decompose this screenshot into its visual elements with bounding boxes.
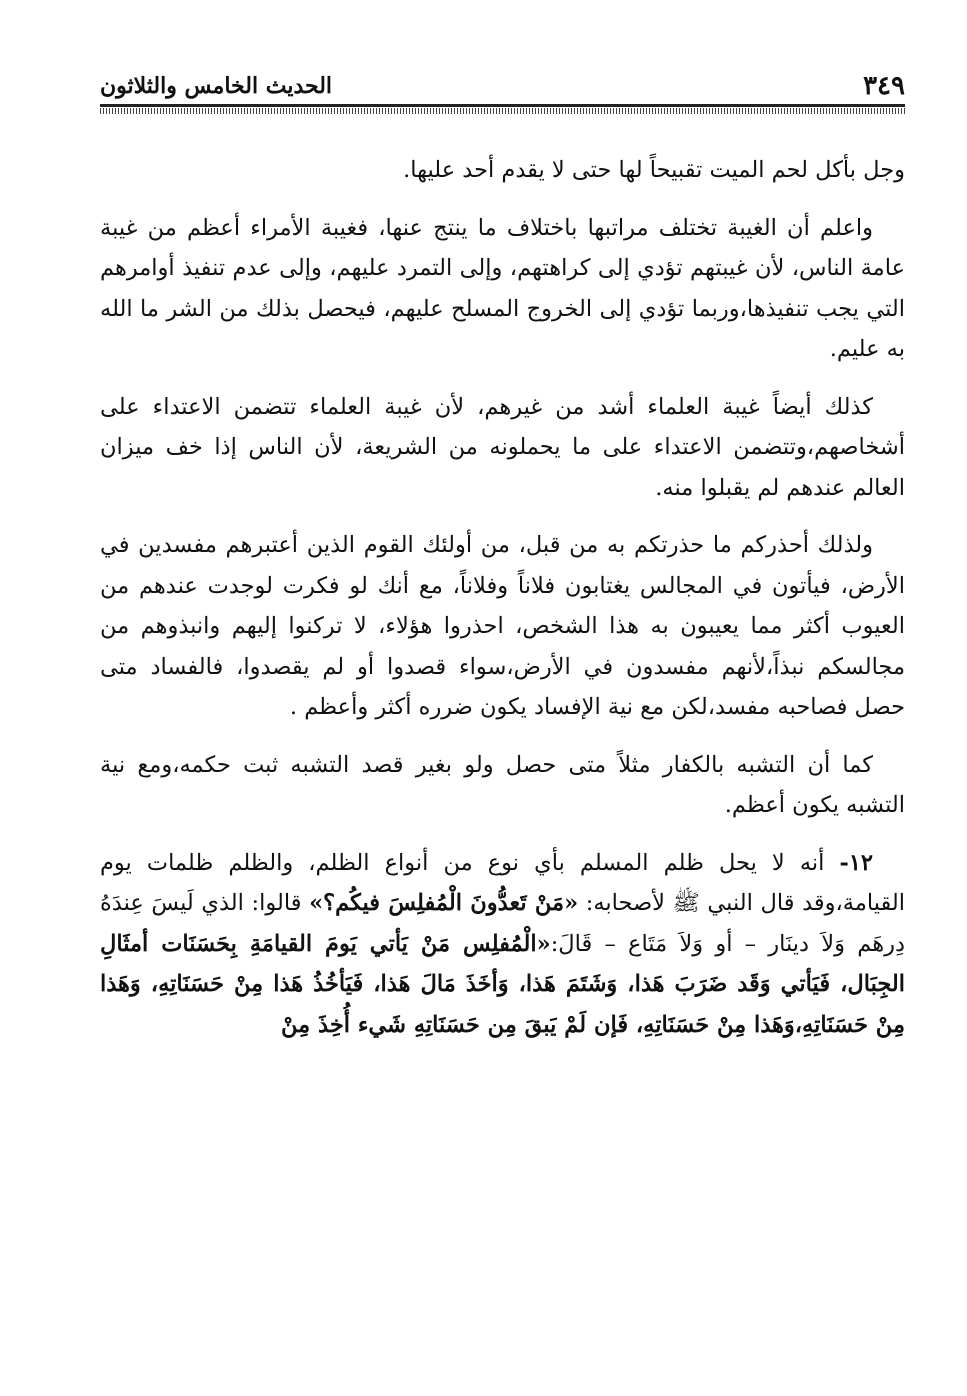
header-rule-hatched xyxy=(100,108,905,114)
paragraph-3: كذلك أيضاً غيبة العلماء أشد من غيرهم، لأن غيبة العلماء تتضمن الاعتداء على أشخاصهم،وتتضمن الاعتداء على ما يحملونه من الشريعة، لأن الناس إذا خف ميزان العالم عندهم لم يقبلوا منه. xyxy=(100,393,905,501)
paragraph-2: واعلم أن الغيبة تختلف مراتبها باختلاف ما ينتج عنها، فغيبة الأمراء أعظم من غيبة عامة الناس، لأن غيبتهم تؤدي إلى كراهتهم، وإلى التمرد عليهم، وإلى عدم تنفيذ أوامرهم التي يجب تنفيذها،وربما تؤدي إلى الخروج المسلح عليهم، فيحصل بذلك من الشر ما الله به عليم. xyxy=(100,214,905,362)
page-number: ٣٤٩ xyxy=(863,71,905,101)
companions-answer: قالوا: الذي لَيسَ عِندَهُ دِرهَم وَلاَ دينَار – أو وَلاَ مَتَاع – قَالَ: xyxy=(100,890,905,957)
numbered-item-12 xyxy=(100,843,905,1046)
item-intro: أنه لا يحل ظلم المسلم بأي نوع من أنواع الظلم، والظلم ظلمات يوم القيامة،وقد قال النبي ﷺ لأصحابه: xyxy=(100,849,906,916)
running-header xyxy=(100,64,905,104)
item-number: ١٢- xyxy=(839,849,873,876)
header-rule xyxy=(100,104,905,107)
paragraph-4: ولذلك أحذركم ما حذرتكم به من قبل، من أولئك القوم الذين أعتبرهم مفسدين في الأرض، فيأتون في المجالس يغتابون فلاناً وفلاناً، مع أنك لو فكرت لوجدت عندهم من العيوب أكثر مما يعيبون به هذا الشخص، احذروا هؤلاء، لا تركنوا إليهم وانبذوهم من مجالسكم نبذاً،لأنهم مفسدون في الأرض،سواء قصدوا أو لم يقصدوا، فالفساد متى حصل فصاحبه مفسد،لكن مع نية الإفساد يكون ضرره أكثر وأعظم . xyxy=(100,532,905,720)
running-title: الحديث الخامس والثلاثون xyxy=(100,73,333,99)
body-text xyxy=(100,150,905,1062)
hadith-question: «مَنْ تَعدُّونَ الْمُفلِسَ فيكُم؟» xyxy=(309,890,579,916)
hadith-text: «الْمُفلِس مَنْ يَأتي يَومَ القيامَةِ بِحَسَنَات أمثَالِ الجِبَال، فَيَأتي وَقَد ضَرَبَ هَذا، وَشَتَمَ هَذا، وَأخَذَ مَالَ هَذا، فَيَأخُذُ هَذا مِنْ حَسَنَاتِهِ، وَهَذا مِنْ حَسَنَاتِهِ،وَهَذا مِنْ حَسَنَاتِهِ، فَإن لَمْ يَبقَ مِن حَسَنَاتِهِ شَيء أُخِذَ مِنْ xyxy=(100,930,905,1038)
paragraph-1: وجل بأكل لحم الميت تقبيحاً لها حتى لا يقدم أحد عليها. xyxy=(403,157,905,183)
paragraph-5: كما أن التشبه بالكفار مثلاً متى حصل ولو بغير قصد التشبه ثبت حكمه،ومع نية التشبه يكون أعظم. xyxy=(100,751,905,818)
